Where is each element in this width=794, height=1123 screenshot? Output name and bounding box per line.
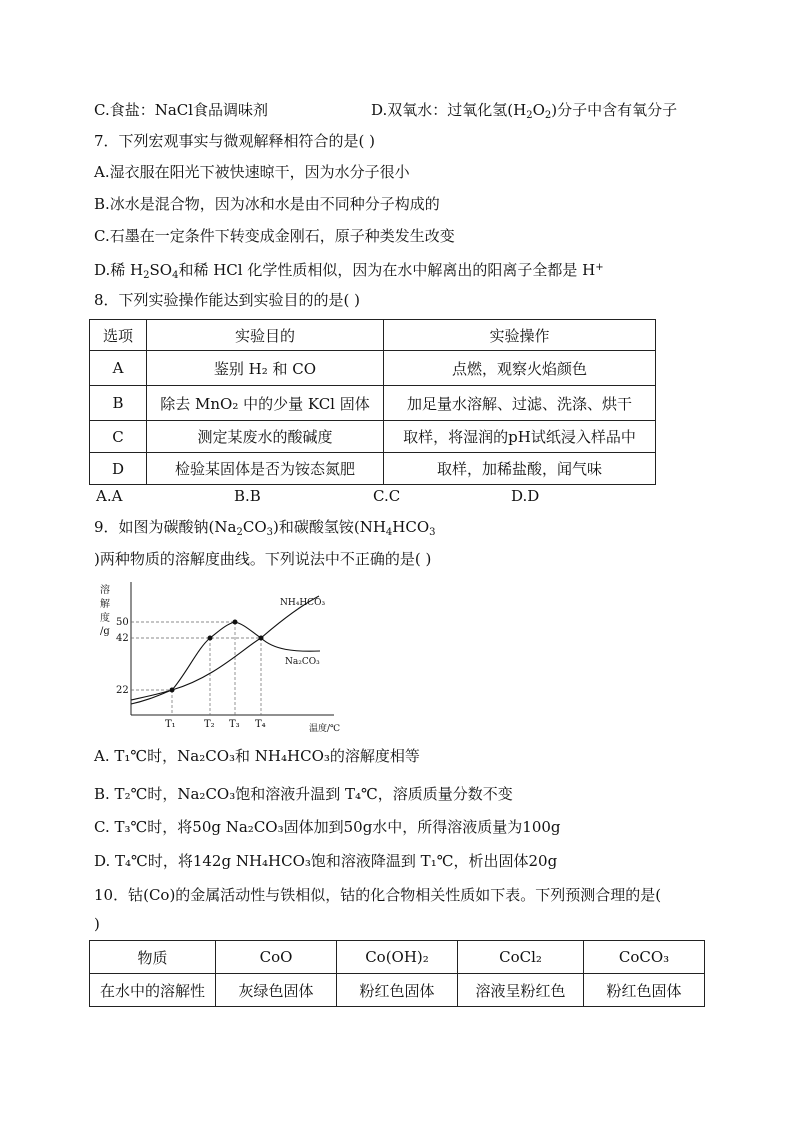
q7-stem: 7．下列宏观事实与微观解释相符合的是( ): [94, 132, 376, 150]
q8-row-d-operation: 取样，加稀盐酸，闻气味: [384, 453, 656, 485]
q10-cell-cocl2: 溶液呈粉红色: [458, 974, 584, 1007]
q8-row-c-opt: C: [90, 421, 147, 453]
q10-cell-coo: 灰绿色固体: [216, 974, 337, 1007]
ytick-42: 42: [116, 633, 129, 644]
q9-option-b: B. T₂℃时，Na₂CO₃饱和溶液升温到 T₄℃，溶质质量分数不变: [94, 785, 513, 803]
q8-choice-a: A.A: [96, 487, 123, 505]
q8-row-a-operation: 点燃，观察火焰颜色: [384, 351, 656, 386]
q10-cell-cooh2: 粉红色固体: [337, 974, 458, 1007]
q8-header-operation: 实验操作: [384, 320, 656, 351]
q9-option-c: C. T₃℃时，将50g Na₂CO₃固体加到50g水中，所得溶液质量为100g: [94, 818, 561, 836]
label-nh4hco3: NH₄HCO₃: [280, 598, 326, 608]
q10-header-coo: CoO: [216, 941, 337, 974]
q7-option-b: B.冰水是混合物，因为冰和水是由不同种分子构成的: [94, 195, 440, 213]
q10-header-cocl2: CoCl₂: [458, 941, 584, 974]
q9-stem-line2: )两种物质的溶解度曲线。下列说法中不正确的是( ): [94, 550, 432, 568]
xtick-t1: T₁: [165, 719, 176, 730]
point-t1-22: [170, 688, 175, 693]
point-t3-50: [233, 620, 238, 625]
q7-option-d: D.稀 $H_2SO_4$和稀 HCl 化学性质相似，因为在水中解离出的阳离子全都是 H+: [94, 261, 604, 281]
q8-row-a-opt: A: [90, 351, 147, 386]
q8-stem: 8．下列实验操作能达到实验目的的是( ): [94, 291, 361, 309]
q7-option-c: C.石墨在一定条件下转变成金刚石，原子种类发生改变: [94, 227, 455, 245]
q8-choice-d: D.D: [511, 487, 540, 505]
xtick-t2: T₂: [204, 719, 215, 730]
q8-row-c-operation: 取样，将湿润的pH试纸浸入样品中: [384, 421, 656, 453]
q10-stem-line2: ): [94, 915, 100, 933]
q7-option-a: A.湿衣服在阳光下被快速晾干，因为水分子很小: [94, 163, 410, 181]
q10-header-cooh2: Co(OH)₂: [337, 941, 458, 974]
q9-option-a: A. T₁℃时，Na₂CO₃和 NH₄HCO₃的溶解度相等: [94, 747, 420, 765]
q8-row-d-purpose: 检验某固体是否为铵态氮肥: [147, 453, 384, 485]
point-t2-42: [208, 636, 213, 641]
xtick-t3: T₃: [229, 719, 240, 730]
label-na2co3: Na₂CO₃: [285, 657, 320, 667]
q8-row-d-opt: D: [90, 453, 147, 485]
ytick-50: 50: [116, 617, 129, 628]
q8-row-b-opt: B: [90, 386, 147, 421]
solubility-chart: [94, 578, 344, 738]
q8-row-c-purpose: 测定某废水的酸碱度: [147, 421, 384, 453]
q10-cell-coco3: 粉红色固体: [584, 974, 705, 1007]
q8-header-purpose: 实验目的: [147, 320, 384, 351]
q8-header-option: 选项: [90, 320, 147, 351]
q10-header-substance: 物质: [90, 941, 216, 974]
q8-row-a-purpose: 鉴别 H₂ 和 CO: [147, 351, 384, 386]
q10-stem-line1: 10．钴(Co)的金属活动性与铁相似，钴的化合物相关性质如下表。下列预测合理的是(: [94, 886, 662, 904]
q9-stem-line1: 9．如图为碳酸钠$(Na_2CO_3)$和碳酸氢铵($NH_4HCO_3$: [94, 518, 436, 538]
q10-cell-solubility-label: 在水中的溶解性: [90, 974, 216, 1007]
q8-row-b-purpose: 除去 MnO₂ 中的少量 KCl 固体: [147, 386, 384, 421]
q8-row-b-operation: 加足量水溶解、过滤、洗涤、烘干: [384, 386, 656, 421]
q8-choice-c: C.C: [373, 487, 401, 505]
ylabel-char-3: 度: [100, 613, 110, 624]
q10-header-coco3: CoCO₃: [584, 941, 705, 974]
q8-choice-b: B.B: [234, 487, 261, 505]
ylabel-char-4: /g: [100, 626, 110, 637]
q9-option-d: D. T₄℃时，将142g NH₄HCO₃饱和溶液降温到 T₁℃，析出固体20g: [94, 852, 558, 870]
ytick-22: 22: [116, 685, 129, 696]
ylabel-char-2: 解: [100, 599, 110, 610]
point-t4-42: [259, 636, 264, 641]
q10-table: [89, 940, 705, 1007]
q6-option-c: C.食盐：NaCl食品调味剂: [94, 101, 269, 119]
xtick-t4: T₄: [255, 719, 266, 730]
q6-option-d: D.双氧水：过氧化氢$(H_2O_2)$分子中含有氧分子: [371, 101, 678, 121]
ylabel-char-1: 溶: [100, 585, 110, 596]
q8-table: [89, 319, 656, 485]
curve-nh4hco3: [131, 596, 319, 700]
xlabel: 温度/℃: [309, 724, 341, 734]
